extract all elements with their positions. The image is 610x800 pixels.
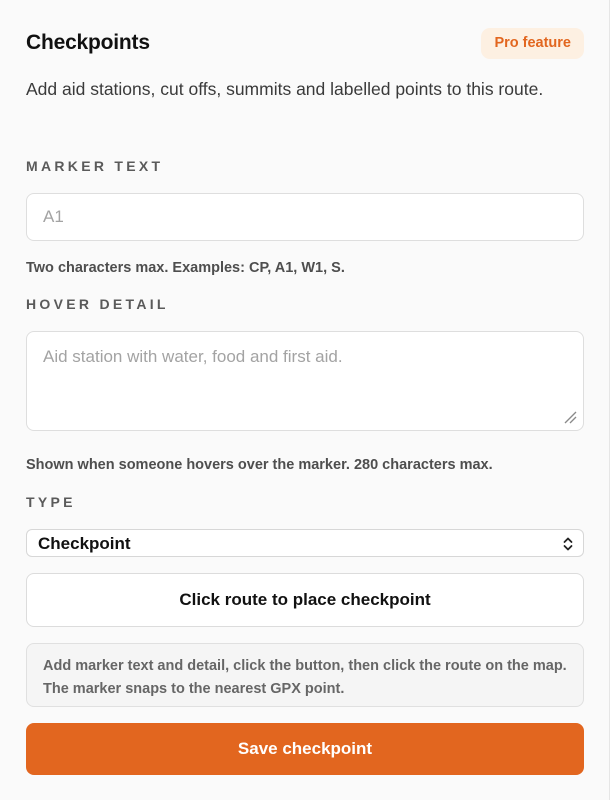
resize-grip-icon[interactable] [563,410,577,424]
instructions-note: Add marker text and detail, click the button, then click the route on the map. The marker snaps to the nearest GPX point. [26,643,584,707]
chevron-up-down-icon [562,536,574,552]
hover-detail-label: HOVER DETAIL [26,296,169,312]
save-checkpoint-button[interactable]: Save checkpoint [26,723,584,775]
type-select[interactable] [26,529,584,557]
marker-text-label: MARKER TEXT [26,158,164,174]
panel-header [26,28,584,62]
place-checkpoint-button[interactable]: Click route to place checkpoint [26,573,584,627]
hover-detail-hint: Shown when someone hovers over the marker. 280 characters max. [26,457,493,473]
type-label: TYPE [26,494,76,510]
pro-feature-badge: Pro feature [481,28,584,59]
type-select-value: Checkpoint [38,534,131,553]
panel-title: Checkpoints [26,31,150,54]
hover-detail-textarea[interactable] [26,331,584,431]
marker-text-input[interactable] [26,193,584,241]
marker-text-hint: Two characters max. Examples: CP, A1, W1, S. [26,260,345,276]
panel-description: Add aid stations, cut offs, summits and labelled points to this route. [26,79,544,99]
